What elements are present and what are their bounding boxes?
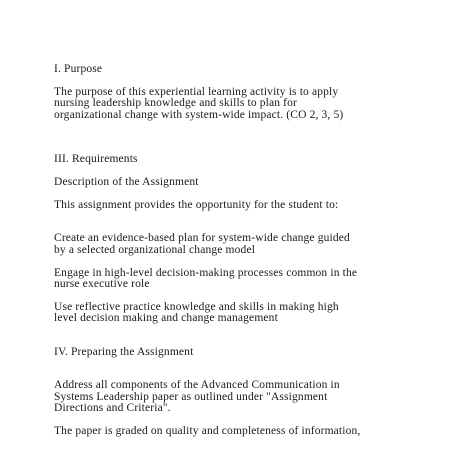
document-page	[54, 64, 444, 437]
requirements-heading: III. Requirements	[54, 153, 138, 166]
requirement-item: Engage in high-level decision-making processes common in the nurse executive role	[54, 266, 358, 291]
requirement-item: Create an evidence-based plan for system-wide change guided by a selected organizational change model	[54, 232, 350, 256]
requirements-intro: This assignment provides the opportunity for the student to:	[54, 198, 339, 211]
preparing-paragraph: Address all components of the Advanced Communication in Systems Leadership paper as outlined under "Assignment Directions and Criteria".	[54, 379, 340, 414]
requirement-item: Use reflective practice knowledge and skills in making high level decision making and change management	[54, 300, 339, 325]
preparing-paragraph-continued: The paper is graded on quality and completeness of information,	[54, 424, 361, 437]
preparing-heading: IV. Preparing the Assignment	[54, 345, 194, 358]
purpose-heading: I. Purpose	[54, 63, 103, 75]
purpose-paragraph: The purpose of this experiential learning activity is to apply nursing leadership knowledge and skills to plan for organizational change with system-wide impact. (CO 2, 3, 5)	[54, 85, 344, 121]
description-heading: Description of the Assignment	[54, 176, 199, 189]
